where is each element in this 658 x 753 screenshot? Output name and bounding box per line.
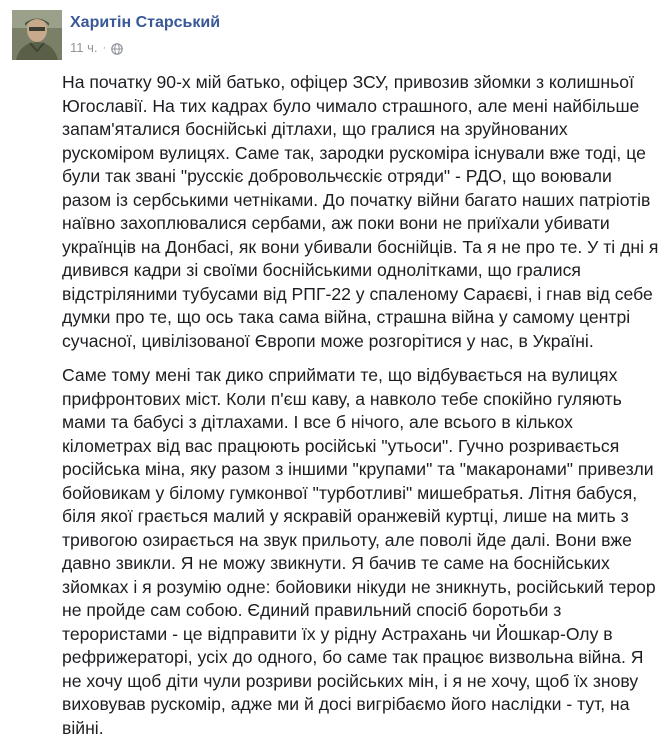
post-line: російська міна, яку разом з іншими "крупами" та "макаронами" привезли: [62, 459, 654, 479]
avatar-photo: [12, 10, 62, 60]
globe-icon: [111, 42, 123, 54]
author-name[interactable]: Харитін Старський: [70, 14, 221, 31]
post-line: тривогою озирається на звук прильоту, але поволі йде далі. Вони вже: [62, 529, 632, 550]
post-line: терористами - це відправити їх у рідну Астрахань чи Йошкар-Олу в: [62, 623, 613, 644]
post-line: не пройде сам собою. Єдиний правильний спосіб боротьби з: [62, 600, 562, 620]
post-body: [62, 71, 658, 740]
post-line: прифронтових міст. Коли п'єш каву, а навколо тебе спокійно гуляють: [62, 388, 622, 409]
post-paragraph: [62, 71, 658, 353]
post-line: Саме тому мені так дико сприймати те, що відбувається на вулицях: [62, 365, 618, 385]
post-meta: [70, 40, 123, 55]
post-line: На початку 90-х мій батько, офіцер ЗСУ, привозив зйомки з колишньої: [62, 72, 634, 92]
post-line: дивився кадри зі своїми боснійськими однолітками, що гралися: [62, 260, 581, 280]
post-line: українців на Донбасі, як вони убивали боснійців. Та я не про те. У ті дні я: [62, 236, 658, 257]
post-line: виховував рускомір, адже ми й досі вигрібаємо його наслідки - тут, на: [62, 694, 630, 714]
post-line: бойовикам у білому гумконвої "турботливі" мишебратья. Літня бабуся,: [62, 482, 638, 503]
post-line: не хочу щоб діти чули розриви російських мін, і я не хочу, щоб їх знову: [62, 670, 639, 691]
post-line: мами та бабусі з дітлахами. І все б нічого, але всього в кількох: [62, 412, 573, 432]
post-line: сучасної, цивілізованої Європи може розгорітися у нас, в Україні.: [62, 330, 594, 351]
post-line: разом із сербськими четніками. До початку війни багато наших патріотів: [62, 189, 651, 210]
post-paragraph: [62, 364, 656, 740]
post-line: кілометрах від вас працюють російські "утьоси". Гучно розривається: [62, 435, 620, 456]
post-line: відстріляними тубусами від РПГ-22 у спаленому Сараєві, і гнав від себе: [62, 283, 653, 304]
post-line: були так звані "русскіє добровольчєскіє отряди" - РДО, що воювали: [62, 166, 612, 186]
post-line: рефрижераторі, усіх до одного, бо саме так працює визвольна війна. Я: [62, 647, 644, 667]
post-line: війні.: [62, 717, 104, 738]
post-line: наївно захоплювалися сербами, аж поки вони не приїхали убивати: [62, 213, 610, 233]
post-line: Югославії. На тих кадрах було чимало страшного, але мені найбільше: [62, 95, 640, 116]
post-line: запам'яталися боснійські дітлахи, що гралися на зруйнованих: [62, 119, 568, 139]
post-line: давно звикли. Я не можу звикнути. Я бачив те саме на боснійських: [62, 553, 610, 573]
post-line: біля якої грається малий у яскравій оранжевій куртці, лише на мить з: [62, 506, 629, 526]
author-avatar[interactable]: [12, 10, 62, 60]
post-line: рускоміром вулицях. Саме так, зародки рускоміра існували вже тоді, це: [62, 142, 646, 163]
post-line: зйомках і я розумію одне: бойовики нікуди не зникнуть, російський терор: [62, 576, 656, 597]
post-line: думки про те, що ось така сама війна, страшна війна у самому центрі: [62, 307, 631, 327]
meta-separator: ·: [102, 41, 107, 54]
post-timestamp[interactable]: 11 ч.: [70, 40, 98, 55]
